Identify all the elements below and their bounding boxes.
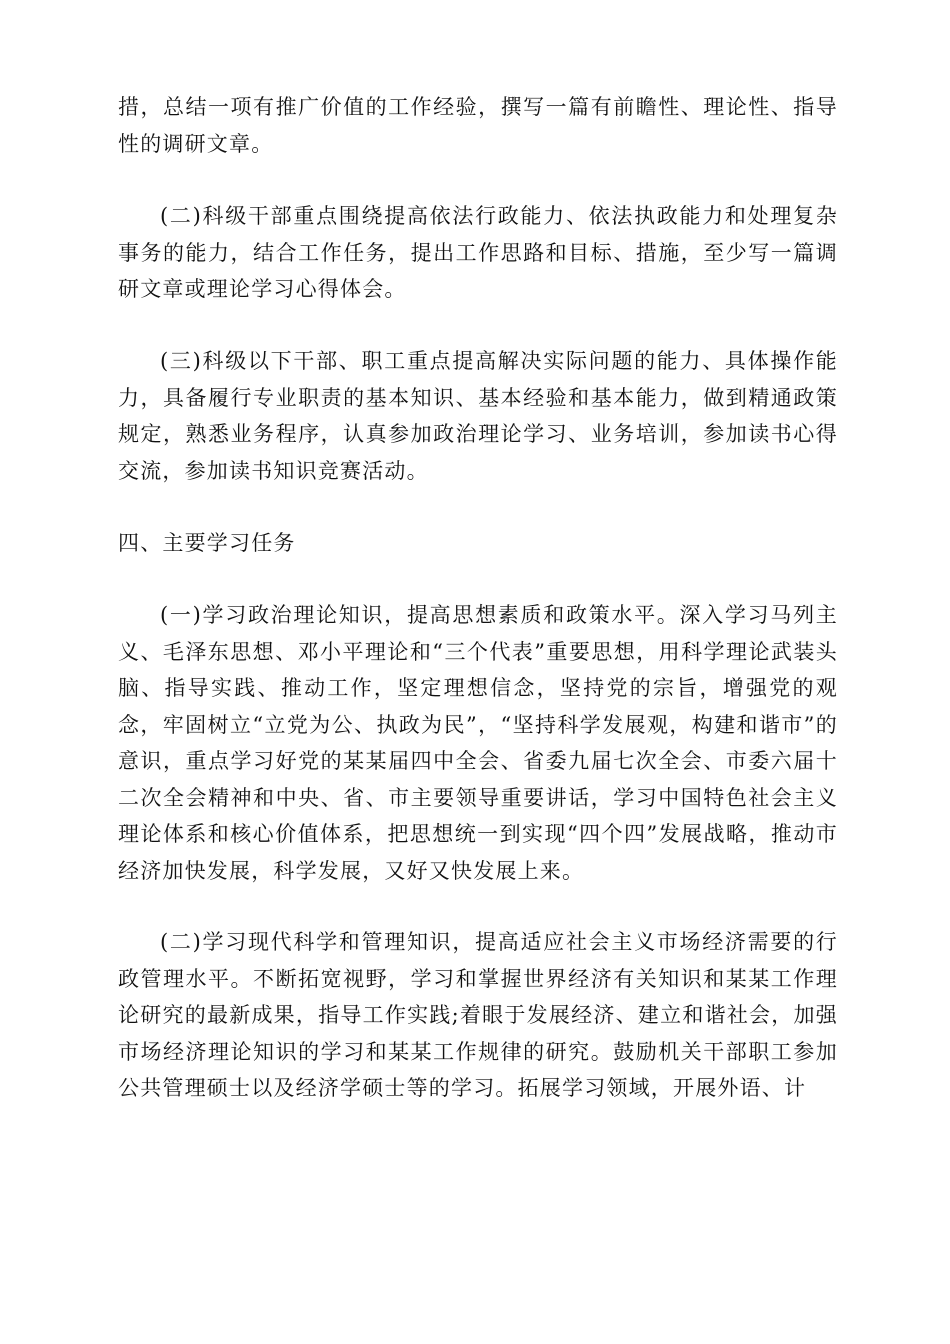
paragraph-task-1: (一)学习政治理论知识，提高思想素质和政策水平。深入学习马列主义、毛泽东思想、邓小平理论和“三个代表”重要思想，用科学理论武装头脑、指导实践、推动工作，坚定理想信念，坚持党的宗旨，增强党的观念，牢固树立“立党为公、执政为民”，“坚持科学发展观，构建和谐市”的意识，重点学习好党的某某届四中全会、省委九届七次全会、市委六届十二次全会精神和中央、省、市主要领导重要讲话，学习中国特色社会主义理论体系和核心价值体系，把思想统一到实现“四个四”发展战略，推动市经济加快发展，科学发展，又好又快发展上来。 [118,603,838,883]
paragraph-task-2: (二)学习现代科学和管理知识，提高适应社会主义市场经济需要的行政管理水平。不断拓宽视野，学习和掌握世界经济有关知识和某某工作理论研究的最新成果，指导工作实践;着眼于发展经济、建立和谐社会，加强市场经济理论知识的学习和某某工作规律的研究。鼓励机关干部职工参加公共管理硕士以及经济学硕士等的学习。拓展学习领域，开展外语、计 [118,930,838,1100]
paragraph-section-2: (二)科级干部重点围绕提高依法行政能力、依法执政能力和处理复杂事务的能力，结合工作任务，提出工作思路和目标、措施，至少写一篇调研文章或理论学习心得体会。 [118,204,838,301]
paragraph-continuation: 措，总结一项有推广价值的工作经验，撰写一篇有前瞻性、理论性、指导性的调研文章。 [118,95,838,156]
section-heading: 四、主要学习任务 [118,531,296,555]
paragraph-section-3: (三)科级以下干部、职工重点提高解决实际问题的能力、具体操作能力，具备履行专业职责的基本知识、基本经验和基本能力，做到精通政策规定，熟悉业务程序，认真参加政治理论学习、业务培训，参加读书心得交流，参加读书知识竞赛活动。 [118,349,838,483]
